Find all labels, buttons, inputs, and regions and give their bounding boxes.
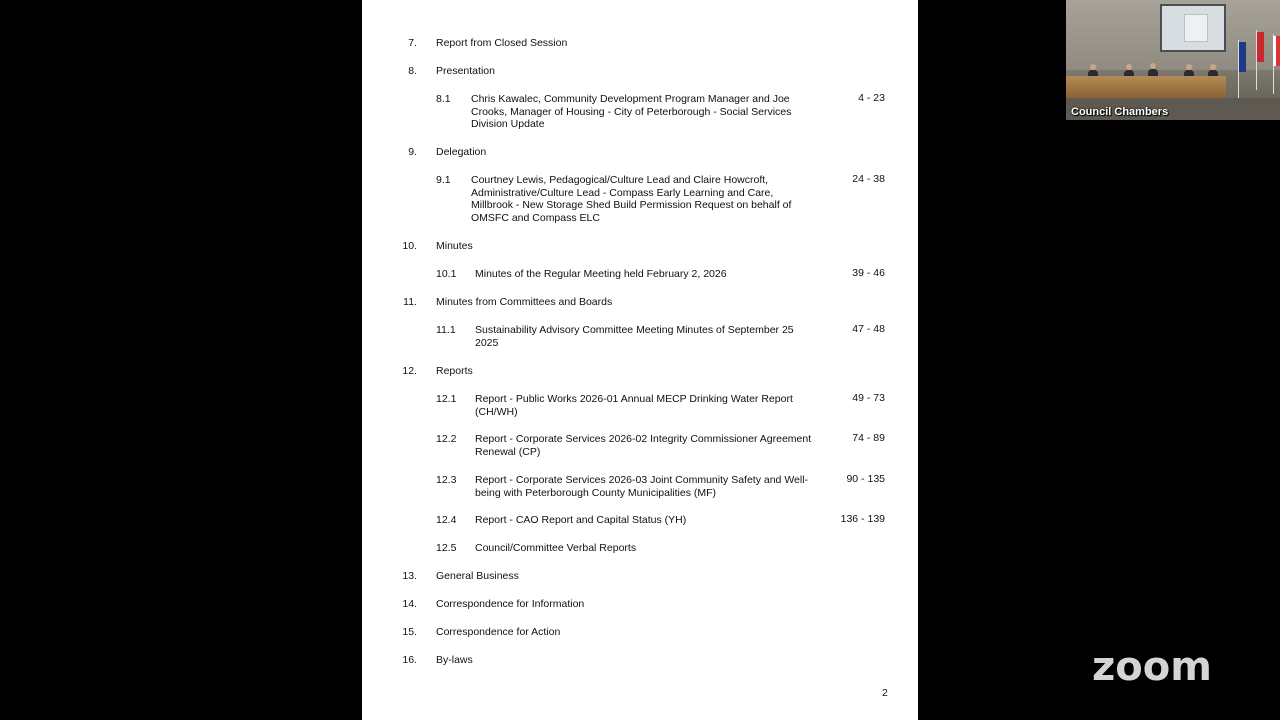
agenda-section-title: Delegation <box>436 146 487 158</box>
participant-name-label: Council Chambers <box>1071 106 1169 118</box>
agenda-item-pages: 49 - 73 <box>852 392 885 404</box>
agenda-item-text: Report - Corporate Services 2026-02 Integrity Commissioner Agreement Renewal (CP) <box>475 433 812 458</box>
agenda-section-title: General Business <box>436 570 519 582</box>
agenda-item-text: Chris Kawalec, Community Development Program Manager and Joe Crooks, Manager of Housing - City of Peterborough - Social Services Division Update <box>471 93 792 131</box>
agenda-item-number: 8.1 <box>436 93 451 105</box>
agenda-item-number: 12.5 <box>436 542 457 554</box>
agenda-item-text: Report - Public Works 2026-01 Annual MECP Drinking Water Report (CH/WH) <box>475 393 793 418</box>
flag <box>1239 42 1246 72</box>
council-table <box>1066 76 1226 98</box>
zoom-logo: zoom <box>1092 644 1212 690</box>
agenda-section-title: Presentation <box>436 65 495 77</box>
agenda-section-number: 10. <box>402 240 417 252</box>
agenda-item-text: Courtney Lewis, Pedagogical/Culture Lead and Claire Howcroft, Administrative/Culture Lead - Compass Early Learning and Care, Millbrook - New Storage Shed Build Permission Request on behalf of OMSFC and Compass ELC <box>471 174 792 224</box>
agenda-section-number: 14. <box>402 598 417 610</box>
agenda-item-pages: 39 - 46 <box>852 267 885 279</box>
agenda-item-number: 11.1 <box>436 324 456 336</box>
agenda-item-number: 12.2 <box>436 433 457 445</box>
agenda-item-text: Council/Committee Verbal Reports <box>475 542 637 554</box>
agenda-item-number: 10.1 <box>436 268 457 280</box>
agenda-section-title: Correspondence for Information <box>436 598 585 610</box>
agenda-item-text: Report - Corporate Services 2026-03 Joint Community Safety and Well-being with Peterborough County Municipalities (MF) <box>475 474 809 499</box>
agenda-item-text: Sustainability Advisory Committee Meeting Minutes of September 25 2025 <box>475 324 794 349</box>
agenda-section-title: Report from Closed Session <box>436 37 568 49</box>
agenda-section-number: 9. <box>408 146 417 158</box>
agenda-item-text: Report - CAO Report and Capital Status (YH) <box>475 514 687 526</box>
agenda-item-pages: 136 - 139 <box>840 513 885 525</box>
agenda-section-title: Reports <box>436 365 473 377</box>
agenda-item-number: 12.3 <box>436 474 457 486</box>
agenda-item-pages: 4 - 23 <box>858 92 885 104</box>
agenda-section-number: 12. <box>402 365 417 377</box>
agenda-section-title: Minutes from Committees and Boards <box>436 296 613 308</box>
agenda-item-pages: 24 - 38 <box>852 173 885 185</box>
page-number: 2 <box>882 687 888 699</box>
agenda-item-number: 12.1 <box>436 393 457 405</box>
agenda-item-number: 12.4 <box>436 514 457 526</box>
flag <box>1273 36 1280 66</box>
agenda-section-title: Correspondence for Action <box>436 626 561 638</box>
agenda-section-title: Minutes <box>436 240 473 252</box>
agenda-section-number: 16. <box>402 654 417 666</box>
agenda-section-number: 13. <box>402 570 417 582</box>
agenda-item-pages: 74 - 89 <box>852 432 885 444</box>
shared-document-page <box>362 0 918 720</box>
agenda-item-pages: 90 - 135 <box>846 473 885 485</box>
agenda-section-title: By-laws <box>436 654 473 666</box>
participant-video-tile[interactable] <box>1066 0 1280 120</box>
projection-screen <box>1160 4 1226 52</box>
agenda-item-number: 9.1 <box>436 174 451 186</box>
agenda-section-number: 8. <box>408 65 417 77</box>
agenda-section-number: 11. <box>403 296 417 308</box>
flag <box>1257 32 1264 62</box>
agenda-item-text: Minutes of the Regular Meeting held February 2, 2026 <box>475 268 727 280</box>
agenda-item-pages: 47 - 48 <box>852 323 885 335</box>
agenda-section-number: 7. <box>408 37 417 49</box>
agenda-section-number: 15. <box>402 626 417 638</box>
